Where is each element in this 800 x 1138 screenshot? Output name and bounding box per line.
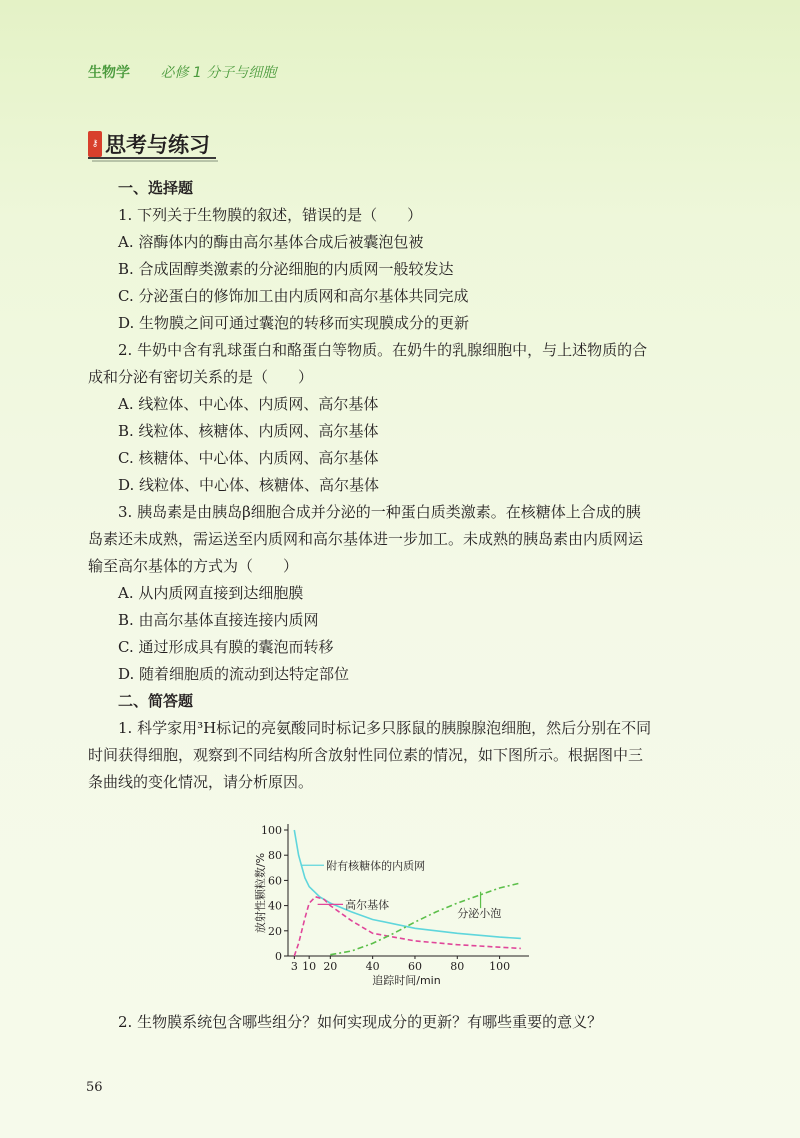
series-label-vesicle: 分泌小泡: [457, 907, 502, 921]
x-tick-label: 60: [407, 960, 422, 973]
text-line: B. 合成固醇类激素的分泌细胞的内质网一般较发达: [118, 260, 454, 278]
x-tick-label: 10: [302, 960, 317, 973]
y-tick-label: 20: [268, 924, 282, 938]
text-line: A. 溶酶体内的酶由高尔基体合成后被囊泡包被: [118, 233, 424, 251]
page-number: 56: [86, 1080, 103, 1095]
text-line: 1. 科学家用³H标记的亮氨酸同时标记多只豚鼠的胰腺腺泡细胞，然后分别在不同: [118, 719, 652, 737]
text-line: 条曲线的变化情况，请分析原因。: [88, 773, 314, 791]
y-tick-label: 0: [275, 950, 282, 963]
section-heading: 二、简答题: [118, 692, 194, 710]
y-tick-label: 40: [268, 899, 282, 913]
x-tick-label: 3: [290, 960, 298, 973]
text-line: 时间获得细胞，观察到不同结构所含放射性同位素的情况，如下图所示。根据图中三: [88, 746, 644, 764]
x-tick-label: 80: [450, 960, 465, 973]
text-line: D. 线粒体、中心体、核糖体、高尔基体: [118, 476, 380, 494]
y-axis-label: 放射性颗粒数/%: [254, 852, 267, 934]
section-title: [88, 130, 216, 158]
series-label-er: 附有核糖体的内质网: [326, 859, 426, 873]
header-subject: 生物学: [88, 65, 130, 81]
series-line-er: [294, 830, 521, 938]
text-line: B. 由高尔基体直接连接内质网: [118, 611, 319, 629]
text-line: 1. 下列关于生物膜的叙述，错误的是（ ）: [118, 206, 423, 224]
text-line: D. 生物膜之间可通过囊泡的转移而实现膜成分的更新: [118, 314, 470, 332]
section-underline-shadow: [92, 160, 218, 162]
x-tick-label: 40: [365, 960, 380, 973]
text-line: 2. 生物膜系统包含哪些组分？如何实现成分的更新？有哪些重要的意义？: [118, 1013, 603, 1031]
radioactivity-chart: [250, 816, 540, 986]
text-line: 3. 胰岛素是由胰岛β细胞合成并分泌的一种蛋白质类激素。在核糖体上合成的胰: [118, 503, 641, 521]
text-line: A. 从内质网直接到达细胞膜: [118, 584, 304, 602]
page-header: [88, 62, 276, 82]
text-line: C. 核糖体、中心体、内质网、高尔基体: [118, 449, 379, 467]
text-line: 输至高尔基体的方式为（ ）: [88, 557, 299, 575]
x-tick-label: 20: [323, 960, 338, 973]
text-line: 成和分泌有密切关系的是（ ）: [88, 368, 314, 386]
section-heading: 一、选择题: [118, 179, 194, 197]
y-tick-label: 100: [261, 824, 282, 837]
y-tick-label: 60: [268, 874, 282, 888]
key-icon: ⚷: [88, 131, 102, 157]
text-line: 岛素还未成熟，需运送至内质网和高尔基体进一步加工。未成熟的胰岛素由内质网运: [88, 530, 644, 548]
section-underline: [88, 157, 216, 159]
section-title-text: 思考与练习: [105, 133, 210, 157]
text-line: C. 分泌蛋白的修饰加工由内质网和高尔基体共同完成: [118, 287, 469, 305]
text-line: B. 线粒体、核糖体、内质网、高尔基体: [118, 422, 379, 440]
x-tick-label: 100: [489, 960, 511, 973]
series-label-golgi: 高尔基体: [345, 898, 390, 912]
text-line: 2. 牛奶中含有乳球蛋白和酪蛋白等物质。在奶牛的乳腺细胞中，与上述物质的合: [118, 341, 648, 359]
y-tick-label: 80: [268, 849, 282, 863]
text-line: C. 通过形成具有膜的囊泡而转移: [118, 638, 334, 656]
x-axis-label: 追踪时间/min: [372, 974, 441, 986]
header-volume: 必修 1 分子与细胞: [160, 65, 277, 81]
text-line: A. 线粒体、中心体、内质网、高尔基体: [118, 395, 379, 413]
text-line: D. 随着细胞质的流动到达特定部位: [118, 665, 350, 683]
